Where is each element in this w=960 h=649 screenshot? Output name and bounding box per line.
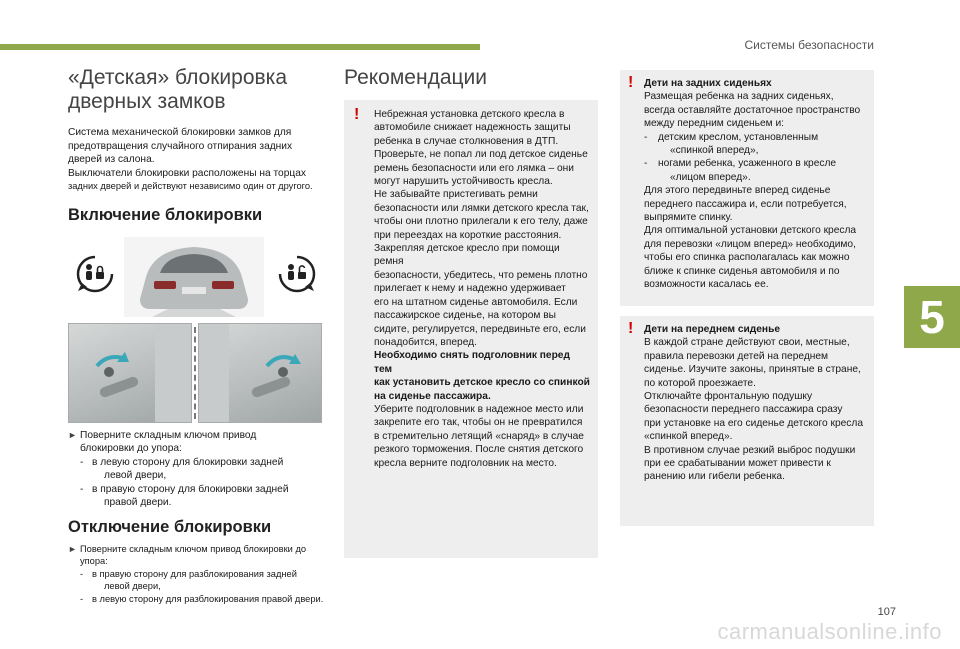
- child-seating-column: [620, 70, 874, 526]
- page-title: «Детская» блокировка дверных замков: [68, 66, 287, 113]
- child-unlock-icon: [276, 253, 318, 295]
- front-seat-box: ! Дети на переднем сиденье В каждой стране действуют свои, местные, правила перевозки детей на переднем сиденье. Изучите законы, принятые в стране, по которой проезжаете. Отключайте фронтальную подушку безопасности переднего пассажира сразу при установке на его сиденье детского кресла «спинкой вперед». В противном случае резкий выброс подушки при ее срабатывании может привести к ранению или гибели ребенка.: [620, 316, 874, 526]
- child-lock-illustration: [68, 237, 322, 407]
- child-lock-column: [68, 66, 330, 605]
- front-seat-heading: Дети на переднем сиденье: [644, 324, 781, 335]
- rear-seats-box: ! Дети на задних сиденьях Размещая ребенка на задних сиденьях, всегда оставляйте достаточное пространство между передним сиденьем и: - детским креслом, установленным «спинкой вперед», - ногами ребенка, усаженного в кресле «лицом вперед». Для этого передвиньте вперед сиденье переднего пассажира и, если потребуется, выпрямите спинку. Для оптимальной установки детского кресла для перевозки «лицом вперед» необходимо, чтобы его спинка располагалась как можно ближе к спинке сиденья автомобиля и по возможности касалась ее.: [620, 70, 874, 306]
- watermark: carmanualsonline.info: [717, 619, 942, 644]
- warning-icon: !: [628, 320, 634, 337]
- step-item: ► Поверните складным ключом привод блокировки до: [68, 543, 307, 554]
- chapter-tab: 5: [904, 286, 960, 348]
- activation-heading: Включение блокировки: [68, 205, 263, 224]
- section-header: Системы безопасности: [744, 38, 874, 52]
- recommendations-heading: Рекомендации: [344, 66, 488, 89]
- left-door-detail: [69, 324, 192, 423]
- car-rear-photo: [124, 237, 264, 317]
- list-item: - в правую сторону для блокировки задней правой двери.: [80, 483, 289, 508]
- step-item: ► Поверните складным ключом привод: [68, 429, 257, 441]
- activation-steps: ► Поверните складным ключом привод блокировки до упора: - в левую сторону для блокировки задней левой двери, - в правую сторону для блокировки задней правой двери.: [68, 429, 330, 510]
- deactivation-steps: ► Поверните складным ключом привод блокировки до упора: - в правую сторону для разблокирования задней левой двери, - в левую сторону для разблокирования правой двери.: [68, 543, 330, 606]
- left-door-lock-photo: [68, 323, 192, 423]
- step-arrow-icon: ►: [68, 543, 77, 554]
- intro-text: Система механической блокировки замков для предотвращения случайного отпирания задних дверей из салона. Выключатели блокировки расположены на торцах задних дверей и действуют независимо один от другого.: [68, 127, 313, 191]
- right-door-detail: [199, 324, 322, 423]
- illustration-divider: [194, 327, 196, 419]
- list-item: - в левую сторону для блокировки задней левой двери,: [80, 456, 284, 481]
- child-lock-icon: [74, 253, 116, 295]
- deactivation-heading: Отключение блокировки: [68, 517, 272, 536]
- list-item: - детским креслом, установленным «спинкой вперед»,: [644, 131, 819, 157]
- step-arrow-icon: ►: [68, 429, 77, 440]
- right-door-lock-photo: [198, 323, 322, 423]
- recommendations-box: ! Небрежная установка детского кресла в автомобиле снижает надежность защиты ребенка в случае столкновения в ДТП. Проверьте, не попал ли под детское сиденье ремень безопасности или его лямка – они могут нарушить устойчивость кресла. Не забывайте пристегивать ремни безопасности или лямки детского кресла так, чтобы они плотно прилегали к его телу, даже при переездах на короткие расстояния. Закрепляя детское кресло при помощи ремня безопасности, убедитесь, что ремень плотно прилегает к нему и надежно удерживает его на штатном сиденье автомобиля. Если пассажирское сиденье, на котором вы сидите, регулируется, передвиньте его, если понадобится, вперед. Необходимо снять подголовник перед тем как установить детское кресло со спинкой на сиденье пассажира. Уберите подголовник в надежное место или закрепите его так, чтобы он не превратился в стремительно летящий «снаряд» в случае резкого торможения. После снятия детского кресла верните подголовник на место.: [344, 100, 598, 558]
- page-number: 107: [877, 606, 896, 618]
- rear-seats-heading: Дети на задних сиденьях: [644, 78, 772, 89]
- list-item: - в правую сторону для разблокирования задней левой двери,: [80, 568, 297, 591]
- recommendations-column: [344, 66, 598, 558]
- list-item: - в левую сторону для разблокирования правой двери.: [80, 593, 324, 604]
- warning-icon: !: [628, 74, 634, 91]
- warning-icon: !: [354, 106, 360, 123]
- list-item: - ногами ребенка, усаженного в кресле «лицом вперед».: [644, 158, 837, 183]
- header-accent-bar: [0, 44, 480, 50]
